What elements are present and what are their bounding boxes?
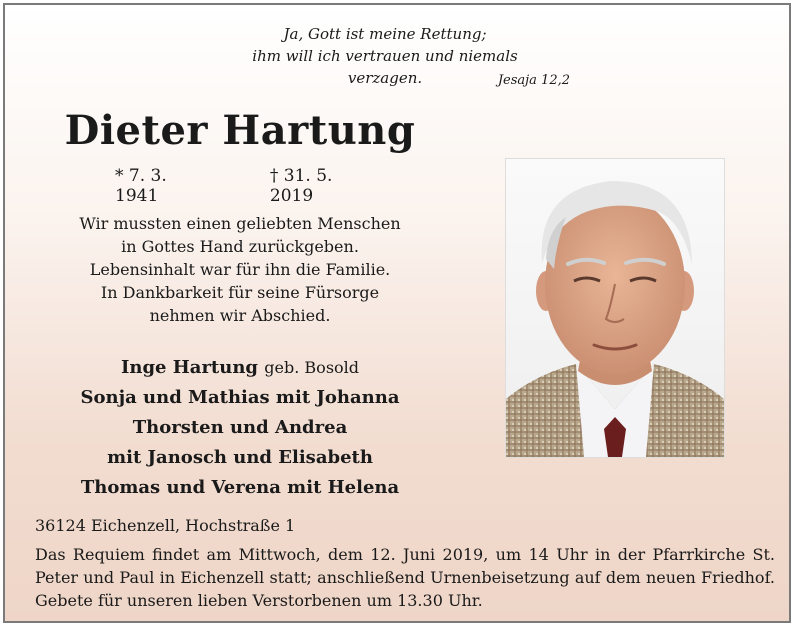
verse-line-1: Ja, Gott ist meine Rettung; bbox=[283, 25, 487, 43]
message-line: Wir mussten einen geliebten Menschen bbox=[79, 214, 401, 233]
obituary-card bbox=[3, 3, 791, 623]
mourner-line bbox=[45, 353, 435, 383]
message-line: in Gottes Hand zurückgeben. bbox=[121, 237, 359, 256]
farewell-message bbox=[45, 212, 435, 327]
birth-date: * 7. 3. 1941 bbox=[115, 166, 167, 206]
message-line: Lebensinhalt war für ihn die Familie. bbox=[89, 260, 391, 279]
mourner-line: Thorsten und Andrea bbox=[132, 417, 348, 438]
life-dates bbox=[85, 166, 405, 206]
message-line: In Dankbarkeit für seine Fürsorge bbox=[100, 283, 380, 302]
requiem-notice: Das Requiem findet am Mittwoch, dem 12. Juni 2019, um 14 Uhr in der Pfarrkirche St. Peter und Paul in Eichenzell statt; anschließend Urnenbeisetzung auf dem neuen Friedhof. Gebete für unseren lieben Verstorbenen um 13.30 Uhr. bbox=[35, 545, 775, 610]
address: 36124 Eichenzell, Hochstraße 1 bbox=[35, 516, 296, 535]
deceased-name: Dieter Hartung bbox=[64, 107, 416, 154]
mourner-first-suffix: geb. Bosold bbox=[264, 358, 360, 377]
portrait-photo bbox=[505, 158, 725, 458]
death-date: † 31. 5. 2019 bbox=[269, 166, 333, 206]
verse-line-2: ihm will ich vertrauen und niemals verzagen. bbox=[252, 47, 518, 87]
message-line: nehmen wir Abschied. bbox=[149, 306, 331, 325]
mourner-line: Sonja und Mathias mit Johanna bbox=[80, 387, 400, 408]
mourner-line: mit Janosch und Elisabeth bbox=[107, 447, 373, 468]
mourners-list bbox=[45, 353, 435, 503]
portrait-illustration bbox=[506, 159, 724, 457]
mourner-first-name: Inge Hartung bbox=[120, 357, 259, 378]
mourner-line: Thomas und Verena mit Helena bbox=[80, 477, 400, 498]
verse-reference: Jesaja 12,2 bbox=[497, 73, 570, 88]
